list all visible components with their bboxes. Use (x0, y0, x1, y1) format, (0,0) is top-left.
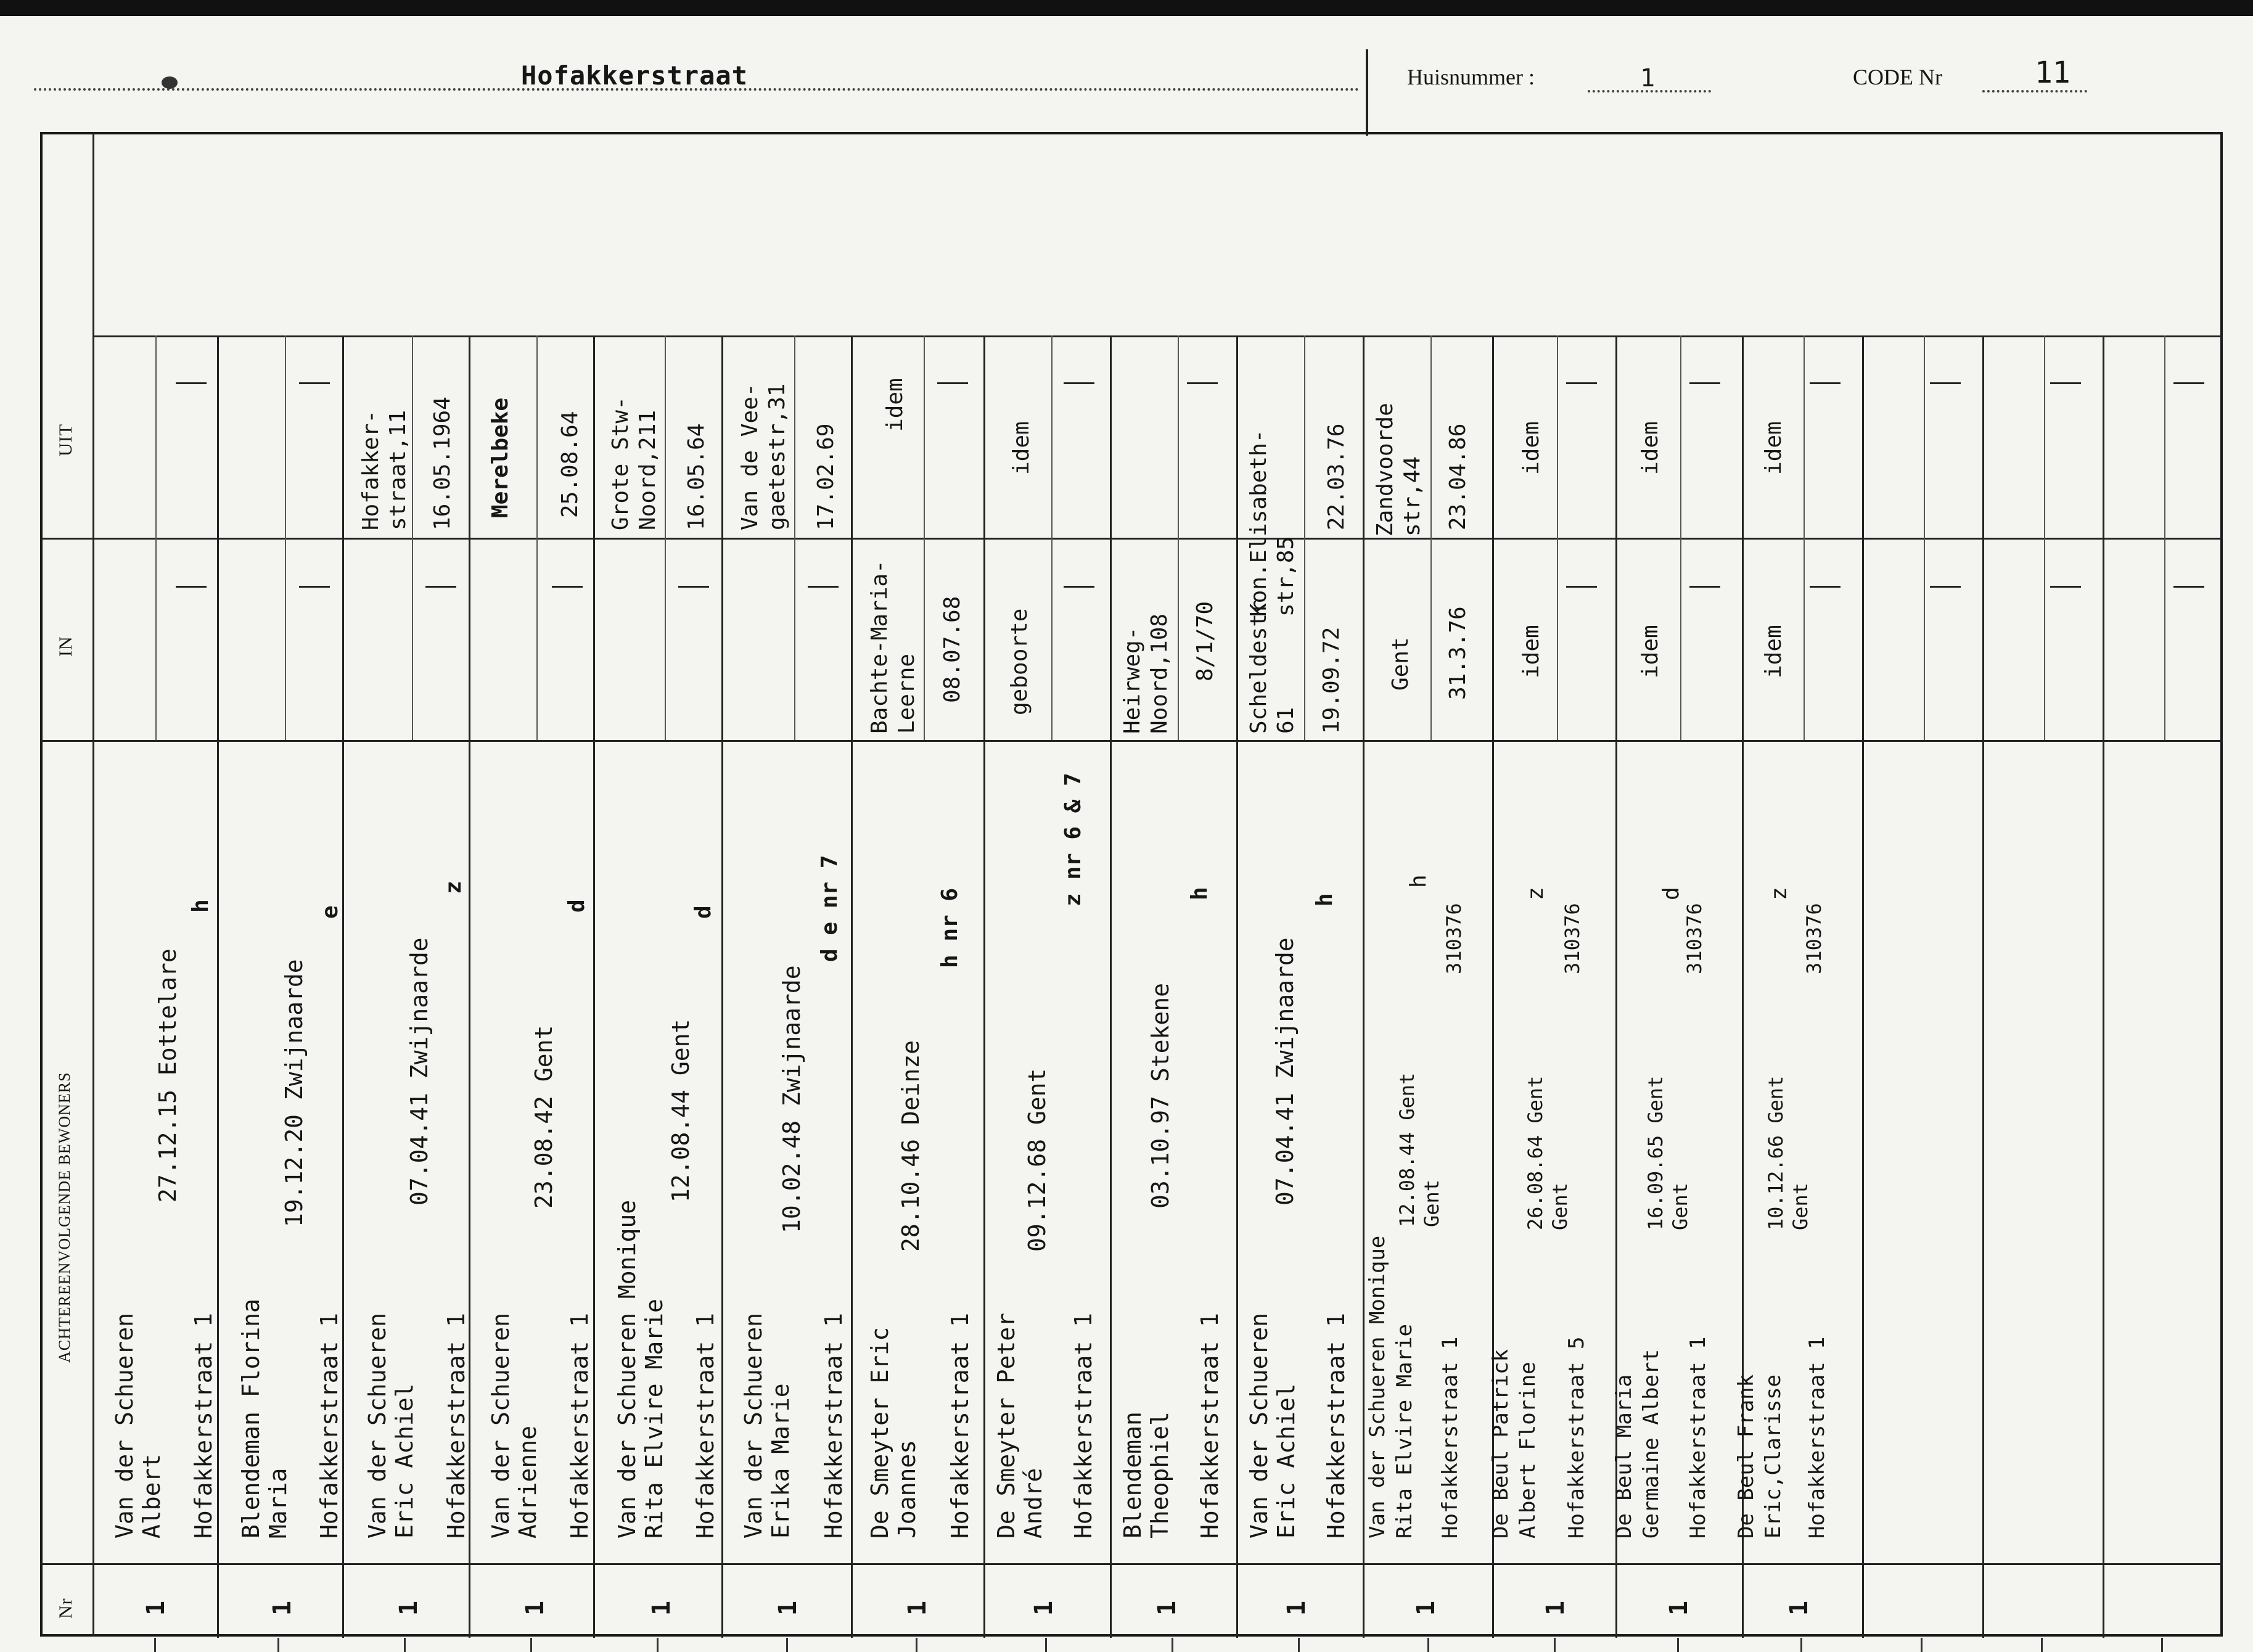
out-date: 22.03.76 (1324, 423, 1349, 530)
in-place: idem (1638, 625, 1663, 678)
column-label-in: IN (55, 636, 76, 657)
in-date: 31.3.76 (1445, 606, 1471, 700)
bottom-tick (2041, 1638, 2043, 1652)
sub-column-divider (412, 335, 413, 740)
resident-name: Blendeman Florina Maria (237, 1299, 292, 1539)
empty-mark (1187, 382, 1218, 384)
empty-mark (1064, 586, 1094, 588)
household-relation: z (1523, 887, 1548, 900)
empty-mark (176, 382, 207, 384)
row-number: 1 (1030, 1600, 1058, 1616)
sub-column-divider (1304, 335, 1305, 740)
out-place: idem (1009, 421, 1034, 475)
resident-address: Hofakkerstraat 1 (443, 1312, 470, 1539)
sub-column-divider (2164, 335, 2165, 740)
empty-mark (1566, 382, 1597, 384)
household-relation: d (564, 899, 589, 913)
household-relation: h (188, 899, 213, 913)
household-relation: z nr 6 & 7 (1061, 773, 1086, 906)
resident-name: De Beul Maria Germaine Albert (1612, 1349, 1664, 1539)
empty-mark (2173, 382, 2204, 384)
empty-mark (2050, 382, 2081, 384)
sub-column-divider (665, 335, 666, 740)
in-place: geboorte (1007, 608, 1032, 715)
top-scan-edge (0, 0, 2253, 16)
household-relation: z (1767, 887, 1792, 900)
column-divider (1110, 335, 1112, 1638)
birth-info: 07.04.41 Zwijnaarde (1271, 937, 1299, 1206)
birth-info: 19.12.20 Zwijnaarde (281, 959, 308, 1227)
empty-mark (552, 586, 583, 588)
out-place: Grote Stw- Noord,211 (608, 397, 660, 530)
bullet-mark (162, 76, 178, 89)
resident-address: Hofakkerstraat 1 (316, 1312, 343, 1539)
row-number: 1 (1785, 1600, 1813, 1616)
resident-name: De Beul Frank Eric,Clarisse (1734, 1374, 1786, 1539)
out-place: idem (882, 378, 908, 432)
reference-code: 310376 (1802, 903, 1826, 974)
household-relation: h (1406, 874, 1431, 888)
household-relation: z (441, 881, 466, 894)
out-place: Kon.Elisabeth- str,85 (1246, 429, 1299, 617)
bottom-tick (657, 1638, 659, 1652)
out-in-divider (40, 538, 2223, 540)
code-dotted-line (1982, 90, 2087, 92)
column-divider (983, 335, 985, 1638)
sub-column-divider (1051, 335, 1053, 740)
birth-info: 27.12.15 Eottelare (154, 948, 181, 1202)
column-divider (593, 335, 595, 1638)
out-date: 17.02.69 (813, 423, 839, 530)
resident-name: Van der Schueren Monique Rita Elvire Marie (614, 1199, 668, 1539)
resident-address: Hofakkerstraat 1 (1686, 1336, 1710, 1539)
reference-code: 310376 (1442, 903, 1466, 974)
resident-address: Hofakkerstraat 1 (1438, 1336, 1463, 1539)
bottom-tick (1800, 1638, 1802, 1652)
empty-mark (299, 586, 330, 588)
empty-mark (937, 382, 968, 384)
bottom-tick (1677, 1638, 1679, 1652)
header-divider (1366, 49, 1368, 136)
sub-column-divider (1680, 335, 1681, 740)
bottom-tick (1298, 1638, 1300, 1652)
row-number: 1 (268, 1600, 297, 1616)
in-date: 19.09.72 (1319, 627, 1344, 734)
empty-mark (808, 586, 839, 588)
row-number: 1 (1412, 1600, 1440, 1616)
in-place: idem (1761, 625, 1786, 678)
bottom-tick (1554, 1638, 1556, 1652)
reference-code: 310376 (1561, 903, 1584, 974)
empty-mark (299, 382, 330, 384)
in-residents-divider (40, 740, 2223, 742)
column-divider (217, 335, 219, 1638)
row-number: 1 (647, 1600, 676, 1616)
household-relation: d e nr 7 (817, 855, 842, 962)
empty-mark (678, 586, 709, 588)
birth-info: 23.08.42 Gent (530, 1025, 557, 1209)
sub-column-divider (794, 335, 795, 740)
column-divider (2103, 335, 2104, 1638)
household-relation: d (691, 905, 716, 919)
birth-info: 10.12.66 Gent Gent (1764, 1075, 1812, 1230)
sub-column-divider (1557, 335, 1558, 740)
resident-name: De Beul Patrick Albert Florine (1488, 1349, 1540, 1539)
empty-mark (1930, 382, 1961, 384)
residents-nr-divider (40, 1563, 2223, 1565)
bottom-tick (154, 1638, 156, 1652)
birth-info: 12.08.44 Gent (667, 1019, 694, 1202)
column-label-residents: ACHTEREENVOLGENDE BEWONERS (55, 1072, 73, 1363)
bottom-tick (277, 1638, 279, 1652)
out-place: idem (1761, 421, 1786, 475)
empty-mark (1810, 382, 1841, 384)
empty-mark (1064, 382, 1094, 384)
birth-info: 28.10.46 Deinze (897, 1040, 924, 1252)
out-place: Van de Vee- gaetestr,31 (737, 383, 790, 530)
out-place: Merelbeke (488, 397, 513, 518)
resident-address: Hofakkerstraat 1 (1196, 1312, 1223, 1539)
out-date: 25.08.64 (557, 411, 583, 518)
column-divider (1862, 335, 1864, 1638)
empty-mark (1689, 382, 1720, 384)
house-number-value: 1 (1640, 64, 1656, 92)
street-name: Hofakkerstraat (521, 60, 749, 91)
birth-info: 26.08.64 Gent Gent (1524, 1075, 1572, 1230)
out-date: 16.05.1964 (430, 397, 455, 530)
sub-column-divider (1804, 335, 1805, 740)
resident-name: Van der Schueren Monique Rita Elvire Marie (1365, 1235, 1417, 1539)
empty-mark (1930, 586, 1961, 588)
in-place: idem (1519, 625, 1544, 678)
resident-name: Van der Schueren Eric Achiel (364, 1312, 418, 1539)
row-number: 1 (1541, 1600, 1570, 1616)
out-place: idem (1519, 421, 1544, 475)
birth-info: 10.02.48 Zwijnaarde (778, 965, 805, 1233)
resident-name: De Smeyter Peter André (993, 1312, 1047, 1539)
out-date: 16.05.64 (684, 423, 709, 530)
birth-info: 07.04.41 Zwijnaarde (406, 937, 433, 1206)
reference-code: 310376 (1683, 903, 1706, 974)
row-number: 1 (142, 1600, 170, 1616)
in-date: 8/1/70 (1192, 601, 1218, 681)
out-date: 23.04.86 (1445, 423, 1471, 530)
household-relation: e (318, 905, 343, 919)
column-divider (851, 335, 853, 1638)
empty-mark (176, 586, 207, 588)
row-number: 1 (1665, 1600, 1693, 1616)
empty-mark (1566, 586, 1597, 588)
resident-address: Hofakkerstraat 1 (190, 1312, 217, 1539)
sub-column-divider (2044, 335, 2045, 740)
birth-info: 03.10.97 Stekene (1147, 982, 1174, 1209)
resident-address: Hofakkerstraat 1 (1323, 1312, 1350, 1539)
in-place: Bachte-Maria- Leerne (867, 560, 919, 734)
in-date: 08.07.68 (940, 596, 965, 703)
bottom-tick (916, 1638, 917, 1652)
column-divider (721, 335, 723, 1638)
resident-address: Hofakkerstraat 1 (820, 1312, 847, 1539)
sub-column-divider (1924, 335, 1925, 740)
resident-name: Van der Schueren Eric Achiel (1246, 1312, 1300, 1539)
household-relation: d (1659, 887, 1684, 900)
row-number: 1 (774, 1600, 802, 1616)
sub-column-divider (536, 335, 538, 740)
empty-mark (2050, 586, 2081, 588)
resident-address: Hofakkerstraat 1 (946, 1312, 974, 1539)
in-place: Heirweg- Noord,108 (1120, 613, 1172, 734)
resident-address: Hofakkerstraat 1 (1805, 1336, 1829, 1539)
house-number-label: Huisnummer : (1407, 65, 1535, 89)
birth-info: 09.12.68 Gent (1024, 1068, 1051, 1252)
resident-name: Blendeman Theophiel (1119, 1412, 1173, 1539)
bottom-tick (404, 1638, 406, 1652)
resident-address: Hofakkerstraat 5 (1564, 1336, 1589, 1539)
label-column-divider (92, 132, 94, 1637)
resident-name: Van der Schueren Adrienne (487, 1312, 541, 1539)
birth-info: 12.08.44 Gent Gent (1395, 1072, 1443, 1227)
resident-name: Van der Schueren Albert (111, 1312, 165, 1539)
birth-info: 16.09.65 Gent Gent (1644, 1075, 1692, 1230)
resident-name: Van der Schueren Erika Marie (740, 1312, 794, 1539)
in-place: Scheldestr 61 (1246, 600, 1299, 734)
row-number: 1 (521, 1600, 549, 1616)
household-relation: h (1312, 893, 1337, 906)
code-label: CODE Nr (1853, 65, 1942, 89)
bottom-tick (1045, 1638, 1047, 1652)
bottom-tick (2161, 1638, 2163, 1652)
in-place: Gent (1388, 637, 1413, 691)
bottom-tick (1427, 1638, 1429, 1652)
code-value: 11 (2035, 55, 2070, 90)
empty-mark (1810, 586, 1841, 588)
row-number: 1 (1153, 1600, 1181, 1616)
out-place: Zandvoorde str,44 (1373, 403, 1425, 536)
sub-column-divider (155, 335, 157, 740)
resident-name: De Smeyter Eric Joannes (866, 1326, 921, 1539)
empty-mark (2173, 586, 2204, 588)
household-relation: h nr 6 (937, 887, 962, 968)
column-divider (1982, 335, 1984, 1638)
column-label-out: UIT (55, 424, 76, 456)
resident-address: Hofakkerstraat 1 (1070, 1312, 1097, 1539)
empty-mark (1689, 586, 1720, 588)
column-label-nr: Nr (55, 1598, 76, 1619)
resident-address: Hofakkerstraat 1 (566, 1312, 593, 1539)
sub-column-divider (1178, 335, 1179, 740)
row-number: 1 (903, 1600, 932, 1616)
column-divider (1236, 335, 1238, 1638)
household-relation: h (1187, 887, 1212, 900)
resident-address: Hofakkerstraat 1 (692, 1312, 719, 1539)
row-number: 1 (1282, 1600, 1311, 1616)
out-place: idem (1638, 421, 1663, 475)
sub-column-divider (924, 335, 925, 740)
out-place: Hofakker- straat,11 (358, 409, 411, 530)
bottom-tick (530, 1638, 532, 1652)
sub-column-divider (285, 335, 286, 740)
sub-column-divider (1430, 335, 1432, 740)
bottom-tick (1172, 1638, 1173, 1652)
bottom-tick (786, 1638, 788, 1652)
empty-mark (425, 586, 456, 588)
bottom-tick (1921, 1638, 1923, 1652)
row-number: 1 (395, 1600, 423, 1616)
